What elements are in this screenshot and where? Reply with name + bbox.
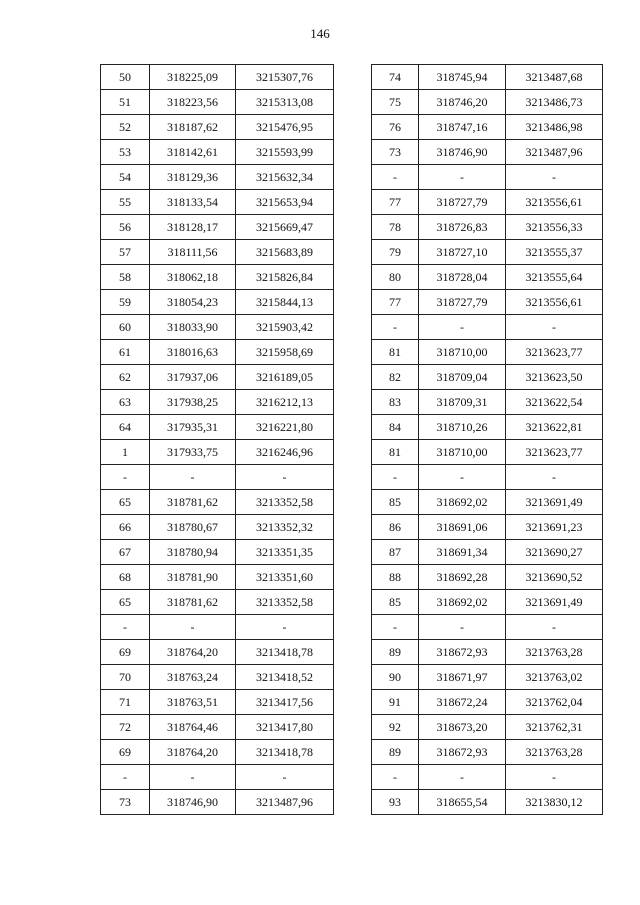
- point-number-cell: 83: [372, 390, 419, 415]
- point-number-cell: 85: [372, 590, 419, 615]
- y-coordinate-cell: 3213418,78: [236, 740, 334, 765]
- table-row: [101, 215, 334, 240]
- x-coordinate-cell: 318710,00: [419, 340, 506, 365]
- point-number-cell: 71: [101, 690, 150, 715]
- x-coordinate-cell: 317935,31: [150, 415, 236, 440]
- y-coordinate-cell: 3213763,02: [506, 665, 603, 690]
- x-coordinate-cell: 317937,06: [150, 365, 236, 390]
- y-coordinate-cell: -: [506, 165, 603, 190]
- table-row: [372, 665, 603, 690]
- table-row: [372, 90, 603, 115]
- table-row: [372, 440, 603, 465]
- point-number-cell: 70: [101, 665, 150, 690]
- x-coordinate-cell: -: [419, 315, 506, 340]
- y-coordinate-cell: 3213351,35: [236, 540, 334, 565]
- point-number-cell: 73: [372, 140, 419, 165]
- table-row: [372, 465, 603, 490]
- y-coordinate-cell: 3213555,37: [506, 240, 603, 265]
- y-coordinate-cell: 3213487,96: [236, 790, 334, 815]
- table-row: [101, 515, 334, 540]
- point-number-cell: 87: [372, 540, 419, 565]
- table-row: [101, 240, 334, 265]
- point-number-cell: 84: [372, 415, 419, 440]
- table-row: [101, 390, 334, 415]
- y-coordinate-cell: 3215683,89: [236, 240, 334, 265]
- x-coordinate-cell: 318062,18: [150, 265, 236, 290]
- x-coordinate-cell: 318728,04: [419, 265, 506, 290]
- x-coordinate-cell: 317933,75: [150, 440, 236, 465]
- x-coordinate-cell: 318692,02: [419, 590, 506, 615]
- table-row: [101, 690, 334, 715]
- x-coordinate-cell: -: [419, 165, 506, 190]
- table-row: [101, 740, 334, 765]
- y-coordinate-cell: 3213487,68: [506, 65, 603, 90]
- table-row: [101, 265, 334, 290]
- table-row: [101, 90, 334, 115]
- y-coordinate-cell: 3213487,96: [506, 140, 603, 165]
- coordinates-table-left-body: [101, 65, 334, 815]
- table-row: [372, 115, 603, 140]
- table-row: [101, 315, 334, 340]
- y-coordinate-cell: 3213556,61: [506, 290, 603, 315]
- coordinates-table-left: [100, 64, 334, 815]
- x-coordinate-cell: 318187,62: [150, 115, 236, 140]
- y-coordinate-cell: 3215632,34: [236, 165, 334, 190]
- point-number-cell: 72: [101, 715, 150, 740]
- point-number-cell: -: [372, 465, 419, 490]
- x-coordinate-cell: -: [150, 765, 236, 790]
- x-coordinate-cell: 318673,20: [419, 715, 506, 740]
- point-number-cell: 74: [372, 65, 419, 90]
- table-row: [372, 740, 603, 765]
- y-coordinate-cell: 3213763,28: [506, 740, 603, 765]
- table-row: [372, 690, 603, 715]
- x-coordinate-cell: -: [419, 615, 506, 640]
- x-coordinate-cell: 318225,09: [150, 65, 236, 90]
- y-coordinate-cell: 3213417,56: [236, 690, 334, 715]
- y-coordinate-cell: 3215653,94: [236, 190, 334, 215]
- x-coordinate-cell: 318692,28: [419, 565, 506, 590]
- table-row: [372, 315, 603, 340]
- table-row: [101, 715, 334, 740]
- y-coordinate-cell: 3213486,73: [506, 90, 603, 115]
- table-row: [372, 540, 603, 565]
- table-row: [372, 165, 603, 190]
- point-number-cell: -: [372, 165, 419, 190]
- point-number-cell: 89: [372, 640, 419, 665]
- x-coordinate-cell: 318764,20: [150, 640, 236, 665]
- x-coordinate-cell: 318671,97: [419, 665, 506, 690]
- y-coordinate-cell: 3213351,60: [236, 565, 334, 590]
- point-number-cell: 79: [372, 240, 419, 265]
- y-coordinate-cell: -: [506, 615, 603, 640]
- x-coordinate-cell: 318781,62: [150, 490, 236, 515]
- table-row: [372, 290, 603, 315]
- point-number-cell: 75: [372, 90, 419, 115]
- y-coordinate-cell: 3213691,49: [506, 590, 603, 615]
- x-coordinate-cell: 318016,63: [150, 340, 236, 365]
- x-coordinate-cell: 318781,90: [150, 565, 236, 590]
- table-row: [372, 240, 603, 265]
- x-coordinate-cell: 318726,83: [419, 215, 506, 240]
- table-row: [372, 215, 603, 240]
- y-coordinate-cell: 3213352,58: [236, 590, 334, 615]
- x-coordinate-cell: 318746,90: [150, 790, 236, 815]
- x-coordinate-cell: 318780,94: [150, 540, 236, 565]
- x-coordinate-cell: 318781,62: [150, 590, 236, 615]
- y-coordinate-cell: 3215313,08: [236, 90, 334, 115]
- table-row: [101, 115, 334, 140]
- x-coordinate-cell: 318764,46: [150, 715, 236, 740]
- table-row: [101, 140, 334, 165]
- y-coordinate-cell: 3213417,80: [236, 715, 334, 740]
- x-coordinate-cell: 318764,20: [150, 740, 236, 765]
- y-coordinate-cell: -: [236, 765, 334, 790]
- point-number-cell: 82: [372, 365, 419, 390]
- point-number-cell: -: [101, 615, 150, 640]
- x-coordinate-cell: 318129,36: [150, 165, 236, 190]
- y-coordinate-cell: 3213352,58: [236, 490, 334, 515]
- point-number-cell: 59: [101, 290, 150, 315]
- point-number-cell: 61: [101, 340, 150, 365]
- x-coordinate-cell: 318691,06: [419, 515, 506, 540]
- point-number-cell: -: [372, 615, 419, 640]
- y-coordinate-cell: 3216246,96: [236, 440, 334, 465]
- y-coordinate-cell: 3213623,77: [506, 440, 603, 465]
- x-coordinate-cell: 318672,24: [419, 690, 506, 715]
- y-coordinate-cell: 3213556,33: [506, 215, 603, 240]
- x-coordinate-cell: -: [150, 615, 236, 640]
- point-number-cell: 92: [372, 715, 419, 740]
- table-row: [101, 565, 334, 590]
- table-row: [372, 590, 603, 615]
- point-number-cell: 65: [101, 490, 150, 515]
- table-row: [372, 715, 603, 740]
- point-number-cell: 1: [101, 440, 150, 465]
- table-row: [372, 365, 603, 390]
- table-row: [372, 615, 603, 640]
- y-coordinate-cell: 3215958,69: [236, 340, 334, 365]
- point-number-cell: 80: [372, 265, 419, 290]
- x-coordinate-cell: 318672,93: [419, 640, 506, 665]
- y-coordinate-cell: 3213763,28: [506, 640, 603, 665]
- point-number-cell: 81: [372, 440, 419, 465]
- table-row: [372, 515, 603, 540]
- page-number: 146: [310, 26, 330, 41]
- x-coordinate-cell: 318727,79: [419, 190, 506, 215]
- table-row: [101, 65, 334, 90]
- x-coordinate-cell: -: [150, 465, 236, 490]
- x-coordinate-cell: 318128,17: [150, 215, 236, 240]
- y-coordinate-cell: 3213622,54: [506, 390, 603, 415]
- table-row: [372, 390, 603, 415]
- x-coordinate-cell: 318054,23: [150, 290, 236, 315]
- x-coordinate-cell: 318692,02: [419, 490, 506, 515]
- x-coordinate-cell: 318672,93: [419, 740, 506, 765]
- y-coordinate-cell: 3213691,49: [506, 490, 603, 515]
- point-number-cell: 73: [101, 790, 150, 815]
- y-coordinate-cell: -: [506, 765, 603, 790]
- point-number-cell: 64: [101, 415, 150, 440]
- table-row: [372, 415, 603, 440]
- x-coordinate-cell: 318223,56: [150, 90, 236, 115]
- y-coordinate-cell: 3216212,13: [236, 390, 334, 415]
- y-coordinate-cell: 3213418,78: [236, 640, 334, 665]
- point-number-cell: 90: [372, 665, 419, 690]
- y-coordinate-cell: 3215669,47: [236, 215, 334, 240]
- table-row: [101, 415, 334, 440]
- x-coordinate-cell: 318727,79: [419, 290, 506, 315]
- x-coordinate-cell: 318033,90: [150, 315, 236, 340]
- y-coordinate-cell: 3213690,27: [506, 540, 603, 565]
- point-number-cell: 52: [101, 115, 150, 140]
- point-number-cell: 76: [372, 115, 419, 140]
- table-row: [101, 290, 334, 315]
- y-coordinate-cell: 3213762,04: [506, 690, 603, 715]
- table-row: [101, 365, 334, 390]
- y-coordinate-cell: 3215844,13: [236, 290, 334, 315]
- y-coordinate-cell: 3213418,52: [236, 665, 334, 690]
- table-row: [101, 665, 334, 690]
- table-row: [101, 465, 334, 490]
- x-coordinate-cell: 318709,31: [419, 390, 506, 415]
- point-number-cell: 89: [372, 740, 419, 765]
- table-row: [372, 190, 603, 215]
- x-coordinate-cell: 318655,54: [419, 790, 506, 815]
- x-coordinate-cell: 318747,16: [419, 115, 506, 140]
- y-coordinate-cell: 3216221,80: [236, 415, 334, 440]
- y-coordinate-cell: 3213690,52: [506, 565, 603, 590]
- point-number-cell: 51: [101, 90, 150, 115]
- table-row: [101, 340, 334, 365]
- x-coordinate-cell: -: [419, 465, 506, 490]
- y-coordinate-cell: 3213622,81: [506, 415, 603, 440]
- y-coordinate-cell: -: [506, 315, 603, 340]
- table-row: [372, 765, 603, 790]
- y-coordinate-cell: 3213623,77: [506, 340, 603, 365]
- point-number-cell: 54: [101, 165, 150, 190]
- x-coordinate-cell: 318142,61: [150, 140, 236, 165]
- y-coordinate-cell: 3213555,64: [506, 265, 603, 290]
- y-coordinate-cell: 3213691,23: [506, 515, 603, 540]
- point-number-cell: 65: [101, 590, 150, 615]
- x-coordinate-cell: 318710,26: [419, 415, 506, 440]
- y-coordinate-cell: -: [236, 465, 334, 490]
- x-coordinate-cell: 318710,00: [419, 440, 506, 465]
- point-number-cell: 68: [101, 565, 150, 590]
- table-row: [372, 340, 603, 365]
- point-number-cell: 50: [101, 65, 150, 90]
- point-number-cell: -: [372, 765, 419, 790]
- x-coordinate-cell: 318763,24: [150, 665, 236, 690]
- point-number-cell: 66: [101, 515, 150, 540]
- x-coordinate-cell: 318111,56: [150, 240, 236, 265]
- point-number-cell: 78: [372, 215, 419, 240]
- table-row: [372, 640, 603, 665]
- coordinates-table-right-body: [372, 65, 603, 815]
- y-coordinate-cell: 3216189,05: [236, 365, 334, 390]
- x-coordinate-cell: 318727,10: [419, 240, 506, 265]
- x-coordinate-cell: 318780,67: [150, 515, 236, 540]
- y-coordinate-cell: 3215826,84: [236, 265, 334, 290]
- point-number-cell: 60: [101, 315, 150, 340]
- y-coordinate-cell: 3213623,50: [506, 365, 603, 390]
- table-row: [372, 140, 603, 165]
- point-number-cell: 67: [101, 540, 150, 565]
- y-coordinate-cell: 3215903,42: [236, 315, 334, 340]
- table-row: [372, 65, 603, 90]
- x-coordinate-cell: 318745,94: [419, 65, 506, 90]
- table-row: [101, 540, 334, 565]
- coordinates-table-right: [371, 64, 603, 815]
- point-number-cell: 85: [372, 490, 419, 515]
- point-number-cell: -: [101, 765, 150, 790]
- point-number-cell: -: [101, 465, 150, 490]
- point-number-cell: 77: [372, 290, 419, 315]
- x-coordinate-cell: 318746,90: [419, 140, 506, 165]
- y-coordinate-cell: 3213830,12: [506, 790, 603, 815]
- x-coordinate-cell: 318746,20: [419, 90, 506, 115]
- table-row: [101, 590, 334, 615]
- table-row: [101, 640, 334, 665]
- point-number-cell: 56: [101, 215, 150, 240]
- y-coordinate-cell: -: [236, 615, 334, 640]
- y-coordinate-cell: 3215307,76: [236, 65, 334, 90]
- point-number-cell: 58: [101, 265, 150, 290]
- y-coordinate-cell: 3213486,98: [506, 115, 603, 140]
- x-coordinate-cell: 318709,04: [419, 365, 506, 390]
- x-coordinate-cell: 318691,34: [419, 540, 506, 565]
- table-row: [101, 765, 334, 790]
- y-coordinate-cell: 3215593,99: [236, 140, 334, 165]
- y-coordinate-cell: 3213762,31: [506, 715, 603, 740]
- table-row: [101, 490, 334, 515]
- point-number-cell: 69: [101, 640, 150, 665]
- table-row: [101, 190, 334, 215]
- point-number-cell: 88: [372, 565, 419, 590]
- table-row: [372, 790, 603, 815]
- table-row: [101, 165, 334, 190]
- point-number-cell: 93: [372, 790, 419, 815]
- x-coordinate-cell: 317938,25: [150, 390, 236, 415]
- x-coordinate-cell: -: [419, 765, 506, 790]
- point-number-cell: 69: [101, 740, 150, 765]
- point-number-cell: 53: [101, 140, 150, 165]
- table-row: [372, 565, 603, 590]
- y-coordinate-cell: 3213352,32: [236, 515, 334, 540]
- y-coordinate-cell: 3213556,61: [506, 190, 603, 215]
- table-row: [101, 615, 334, 640]
- point-number-cell: 91: [372, 690, 419, 715]
- point-number-cell: 62: [101, 365, 150, 390]
- point-number-cell: 77: [372, 190, 419, 215]
- point-number-cell: 63: [101, 390, 150, 415]
- x-coordinate-cell: 318133,54: [150, 190, 236, 215]
- table-row: [372, 490, 603, 515]
- y-coordinate-cell: -: [506, 465, 603, 490]
- point-number-cell: 81: [372, 340, 419, 365]
- point-number-cell: 55: [101, 190, 150, 215]
- table-row: [101, 790, 334, 815]
- x-coordinate-cell: 318763,51: [150, 690, 236, 715]
- point-number-cell: 57: [101, 240, 150, 265]
- point-number-cell: 86: [372, 515, 419, 540]
- table-row: [372, 265, 603, 290]
- point-number-cell: -: [372, 315, 419, 340]
- table-row: [101, 440, 334, 465]
- y-coordinate-cell: 3215476,95: [236, 115, 334, 140]
